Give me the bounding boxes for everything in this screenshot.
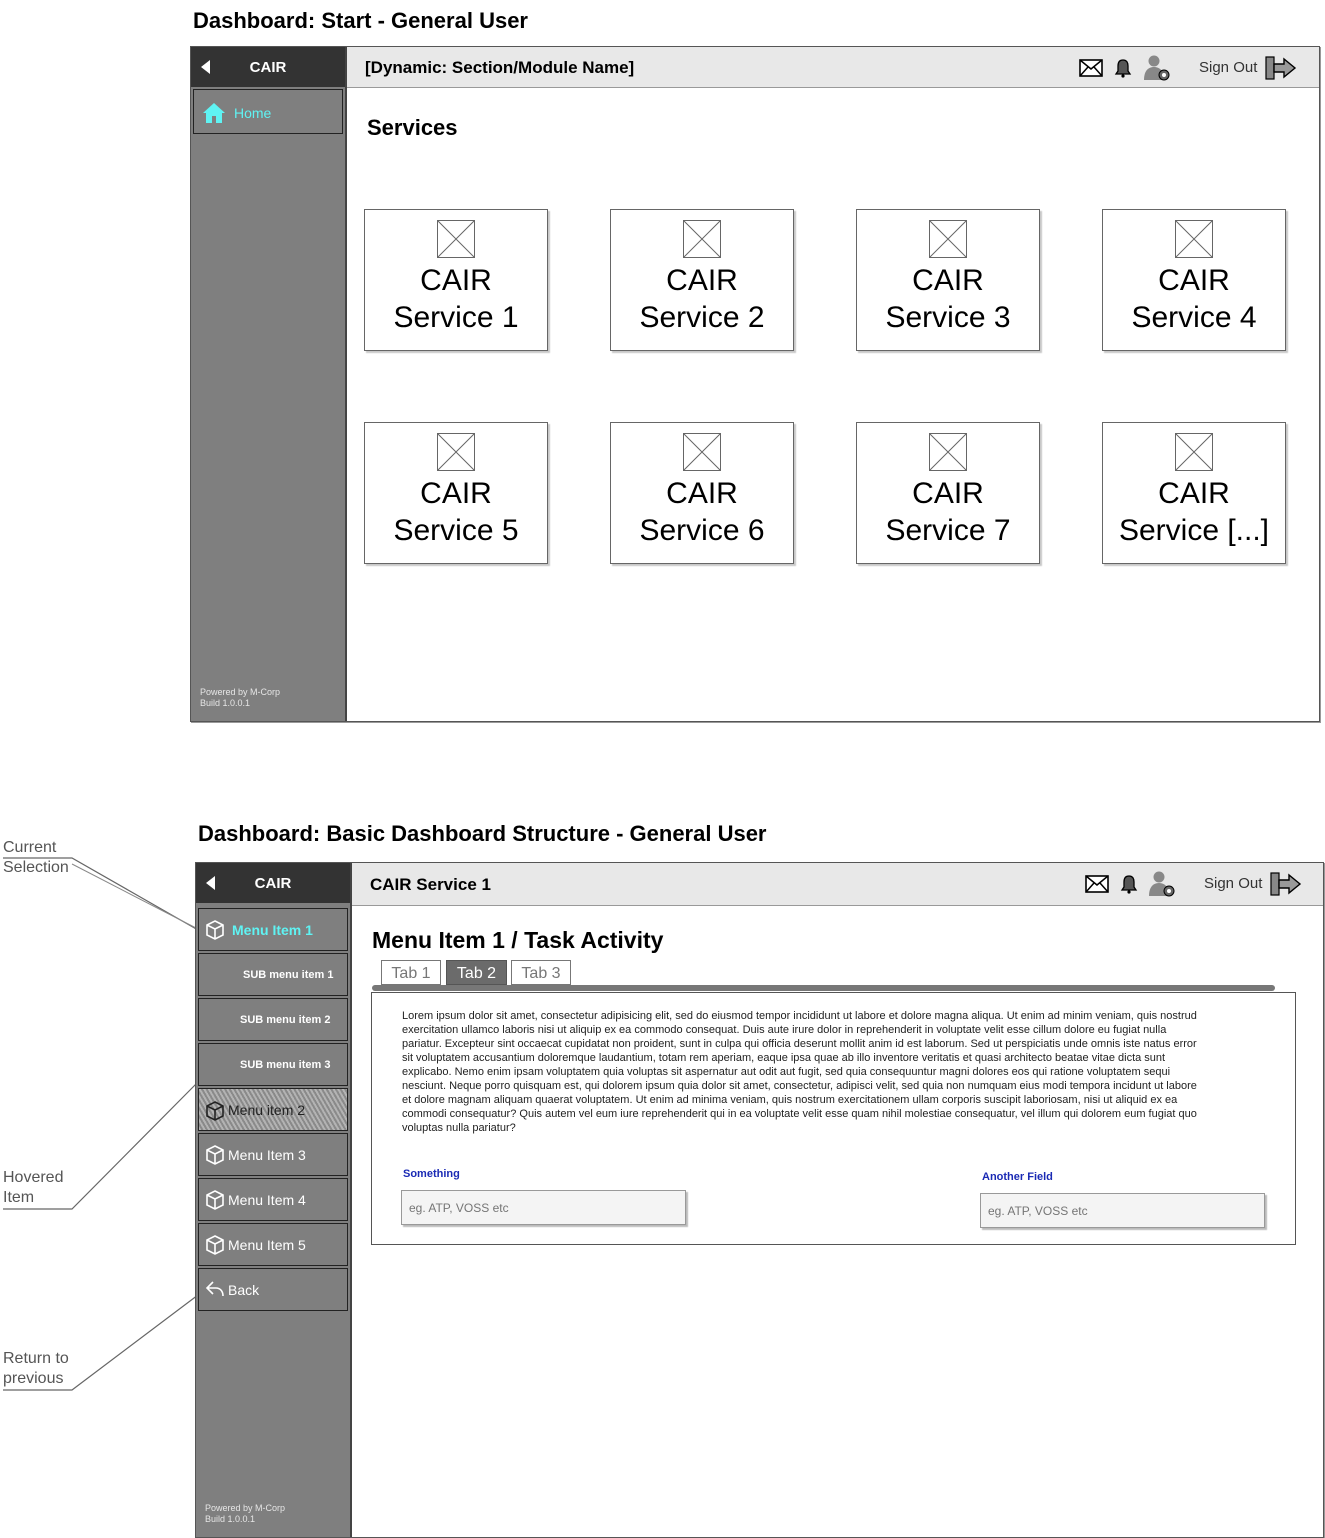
annotation-text: Selection	[3, 859, 69, 876]
screen2-title: Dashboard: Basic Dashboard Structure - General User	[198, 821, 767, 846]
sidebar-item-label: Menu Item 1	[232, 922, 313, 938]
sidebar-item-label: Menu Item 3	[228, 1147, 306, 1163]
tab-content-panel	[371, 992, 1296, 1245]
service-card-4[interactable]	[1102, 209, 1286, 351]
tab-3[interactable]: Tab 3	[511, 960, 571, 985]
annotation-text: previous	[3, 1370, 64, 1387]
module-name: CAIR Service 1	[370, 875, 491, 894]
sidebar-item-menu-3[interactable]	[198, 1133, 348, 1176]
service-card-label	[611, 475, 793, 549]
annotation-text: Current	[3, 839, 57, 856]
service-card-1[interactable]	[364, 209, 548, 351]
service-card-label	[857, 475, 1039, 549]
sidebar-item-label: Back	[228, 1282, 260, 1298]
bell-icon[interactable]	[1119, 874, 1139, 894]
service-card-line1: CAIR	[666, 264, 738, 297]
sidebar-header	[191, 47, 345, 87]
service-card-line2: Service 2	[639, 301, 765, 334]
cube-icon	[205, 1101, 225, 1121]
tab-2[interactable]: Tab 2	[446, 960, 507, 985]
cube-icon	[205, 1235, 225, 1255]
sidebar	[196, 863, 352, 1537]
sidebar-footer	[200, 687, 280, 709]
sidebar-header	[196, 863, 350, 903]
tab-1[interactable]: Tab 1	[381, 960, 441, 985]
annotation-text: Return to	[3, 1350, 69, 1367]
service-card-line2: Service 6	[639, 514, 765, 547]
brand-label: CAIR	[249, 59, 287, 76]
sign-out-icon[interactable]	[1270, 872, 1302, 896]
service-card-line2: Service 5	[393, 514, 519, 547]
sidebar-item-label: Menu Item 5	[228, 1237, 306, 1253]
footer-powered-by: Powered by M-Corp	[205, 1503, 286, 1513]
image-placeholder-icon	[437, 220, 475, 258]
image-placeholder-icon	[683, 220, 721, 258]
sidebar-item-back[interactable]	[198, 1268, 348, 1311]
service-card-label	[365, 475, 547, 549]
dashboard-start-window	[190, 46, 1320, 722]
mail-icon[interactable]	[1085, 875, 1109, 893]
footer-build: Build 1.0.0.1	[200, 698, 251, 708]
service-card-5[interactable]	[364, 422, 548, 564]
footer-powered-by: Powered by M-Corp	[200, 687, 281, 697]
sidebar-subitem-2[interactable]	[198, 998, 348, 1041]
sidebar-item-menu-5[interactable]	[198, 1223, 348, 1266]
sidebar-footer	[205, 1503, 285, 1525]
sidebar-item-label: Menu Item 4	[228, 1192, 306, 1208]
sidebar-subitem-label: SUB menu item 1	[243, 969, 334, 981]
service-card-label	[1103, 475, 1285, 549]
image-placeholder-icon	[929, 220, 967, 258]
tab-bar	[381, 960, 581, 986]
service-card-label	[857, 262, 1039, 336]
tab-underline	[372, 985, 1275, 991]
field-label-something: Something	[403, 1168, 460, 1180]
sign-out-link[interactable]: Sign Out	[1204, 875, 1263, 892]
another-field-input[interactable]	[980, 1193, 1265, 1228]
annotation-connectors	[0, 830, 205, 1400]
service-card-line1: CAIR	[666, 477, 738, 510]
footer-build: Build 1.0.0.1	[205, 1514, 256, 1524]
top-bar	[352, 863, 1323, 906]
screen1-title: Dashboard: Start - General User	[193, 8, 528, 33]
service-card-label	[365, 262, 547, 336]
image-placeholder-icon	[929, 433, 967, 471]
service-card-line2: Service 3	[885, 301, 1011, 334]
service-card-line2: Service 4	[1131, 301, 1257, 334]
sign-out-icon[interactable]	[1265, 56, 1297, 80]
top-bar	[347, 47, 1319, 88]
sidebar-item-menu-1[interactable]	[198, 908, 348, 951]
image-placeholder-icon	[683, 433, 721, 471]
sidebar-item-menu-4[interactable]	[198, 1178, 348, 1221]
sidebar	[191, 47, 347, 721]
image-placeholder-icon	[1175, 433, 1213, 471]
sign-out-link[interactable]: Sign Out	[1199, 59, 1258, 76]
service-card-line1: CAIR	[1158, 477, 1230, 510]
service-card-more[interactable]	[1102, 422, 1286, 564]
image-placeholder-icon	[1175, 220, 1213, 258]
sidebar-subitem-3[interactable]	[198, 1043, 348, 1086]
lorem-text: Lorem ipsum dolor sit amet, consectetur adipisicing elit, sed do eiusmod tempor incididunt ut labore et dolore magna aliqua. Ut enim ad minim veniam, quis nostrud exercitation ullamco laboris nisi ut aliquip ex ea commodo consequat. Duis aute irure dolor in reprehenderit in voluptate velit esse cillum dolore eu fugiat nulla pariatur. Excepteur sint occaecat cupidatat non proident, sunt in culpa qui officia deserunt mollit anim id est laborum. Sed ut perspiciatis unde omnis iste natus error sit voluptatem accusantium doloremque laudantium, totam rem aperiam, eaque ipsa quae ab illo inventore veritatis et quasi architecto beatae vitae dicta sunt explicabo. Nemo enim ipsam voluptatem quia voluptas sit aspernatur aut odit aut fugit, sed quia consequuntur magni dolores eos qui ratione voluptatem sequi nesciunt. Neque porro quisquam est, qui dolorem ipsum quia dolor sit amet, consectetur, adipisci velit, sed quia non numquam eius modi tempora incidunt ut labore et dolore magnam aliquam quaerat voluptatem. Ut enim ad minima veniam, quis nostrum exercitationem ullam corporis suscipit laboriosam, nisi ut aliquid ex ea commodi consequatur? Quis autem vel eum iure reprehenderit qui in ea voluptate velit esse quam nihil molestiae consequatur, vel illum qui dolorem eum fugiat quo voluptas nulla pariatur?	[402, 1010, 1197, 1134]
mail-icon[interactable]	[1079, 59, 1103, 77]
cube-icon	[205, 1190, 225, 1210]
cube-icon	[205, 920, 225, 940]
sidebar-item-label: Menu item 2	[228, 1102, 306, 1118]
brand-label: CAIR	[254, 875, 292, 892]
service-card-line1: CAIR	[420, 477, 492, 510]
services-heading: Services	[367, 115, 458, 140]
service-card-line1: CAIR	[912, 477, 984, 510]
cube-icon	[205, 1145, 225, 1165]
sidebar-item-label: Home	[234, 105, 272, 121]
service-card-3[interactable]	[856, 209, 1040, 351]
image-placeholder-icon	[437, 433, 475, 471]
field-label-another-field: Another Field	[982, 1171, 1053, 1183]
something-input[interactable]	[401, 1190, 686, 1225]
service-card-line2: Service 7	[885, 514, 1011, 547]
sidebar-item-home[interactable]	[193, 89, 343, 134]
sidebar-subitem-label: SUB menu item 2	[240, 1014, 331, 1026]
service-card-label	[611, 262, 793, 336]
service-card-line1: CAIR	[912, 264, 984, 297]
annotation-text: Hovered	[3, 1169, 64, 1186]
sidebar-subitem-1[interactable]	[198, 953, 348, 996]
service-card-label	[1103, 262, 1285, 336]
sidebar-item-menu-2-hovered[interactable]	[198, 1088, 348, 1131]
reply-icon	[205, 1279, 225, 1299]
service-card-2[interactable]	[610, 209, 794, 351]
user-settings-icon[interactable]	[1143, 54, 1171, 82]
sidebar-subitem-label: SUB menu item 3	[240, 1059, 331, 1071]
bell-icon[interactable]	[1113, 58, 1133, 78]
service-card-line1: CAIR	[1158, 264, 1230, 297]
user-settings-icon[interactable]	[1148, 870, 1176, 898]
service-card-line1: CAIR	[420, 264, 492, 297]
annotation-text: Item	[3, 1189, 35, 1206]
service-card-6[interactable]	[610, 422, 794, 564]
home-icon	[202, 101, 226, 125]
service-card-line2: Service [...]	[1118, 514, 1270, 547]
dashboard-structure-window	[195, 862, 1324, 1538]
service-card-line2: Service 1	[393, 301, 519, 334]
module-name: [Dynamic: Section/Module Name]	[365, 58, 635, 77]
page-title: Menu Item 1 / Task Activity	[372, 927, 664, 953]
service-card-7[interactable]	[856, 422, 1040, 564]
